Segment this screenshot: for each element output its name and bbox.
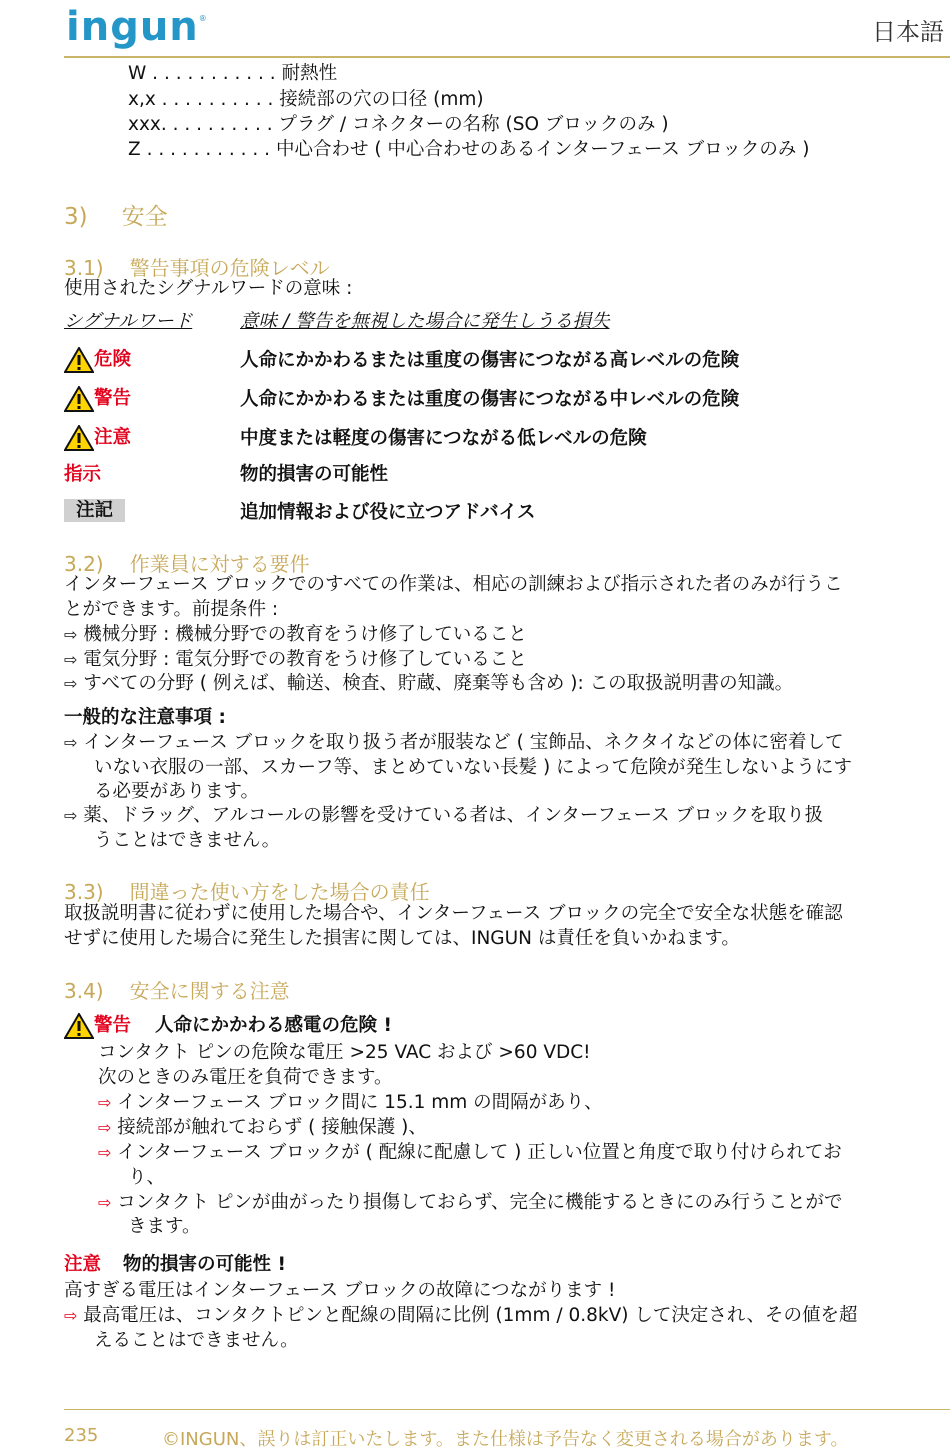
section-3-2-heading: 3.2) 作業員に対する要件 [64, 552, 310, 576]
level-caution: 注意 [64, 425, 131, 451]
language-label: 日本語 [872, 18, 944, 46]
page-number: 235 [64, 1425, 99, 1446]
list-item-cont: うことはできません。 [94, 830, 281, 851]
arrow-right-icon: ⇨ [64, 625, 78, 644]
footer-copyright: ©INGUN、誤りは訂正いたします。また仕様は予告なく変更される場合があります。 [162, 1429, 849, 1450]
list-item: ⇨ 最高電圧は、コンタクトピンと配線の間隔に比例 (1mm / 0.8kV) して決定され、その値を超 [64, 1305, 858, 1326]
warning-triangle-icon [64, 1013, 94, 1039]
list-item-cont: いない衣服の一部、スカーフ等、まとめていない長髪 ) によって危険が発生しないようにす [94, 757, 853, 778]
legend-item-xx: x,x . . . . . . . . . . 接続部の穴の口径 (mm) [128, 89, 484, 110]
level-note: 注記 [64, 499, 125, 524]
list-item: ⇨ コンタクト ピンが曲がったり損傷しておらず、完全に機能するときにのみ行うことがで [98, 1192, 843, 1213]
list-item: ⇨ すべての分野 ( 例えば、輸送、検査、貯蔵、廃棄等も含め ): この取扱説明書の知識。 [64, 673, 794, 694]
level-warning: 警告 [64, 386, 131, 412]
signal-word-col-header: シグナルワード [64, 311, 193, 332]
level-danger-desc: 人命にかかわるまたは重度の傷害につながる高レベルの危険 [240, 350, 740, 371]
level-notice: 指示 [64, 464, 102, 485]
section-3-4-heading: 3.4) 安全に関する注意 [64, 979, 290, 1003]
footer-rule [64, 1409, 950, 1410]
arrow-right-icon: ⇨ [98, 1118, 112, 1137]
list-item: ⇨ 薬、ドラッグ、アルコールの影響を受けている者は、インターフェース ブロックを取り扱 [64, 805, 824, 826]
list-item: ⇨ インターフェース ブロックが ( 配線に配慮して ) 正しい位置と角度で取り付けられてお [98, 1142, 842, 1163]
list-item: ⇨ 機械分野 : 機械分野での教育をうけ修了していること [64, 624, 527, 645]
level-caution-desc: 中度または軽度の傷害につながる低レベルの危険 [240, 428, 647, 449]
list-item: ⇨ 接続部が触れておらず ( 接触保護 )、 [98, 1117, 427, 1138]
arrow-right-icon: ⇨ [64, 733, 78, 752]
s33-para-line1: 取扱説明書に従わずに使用した場合や、インターフェース ブロックの完全で安全な状態を確認 [64, 903, 843, 924]
arrow-right-icon: ⇨ [98, 1143, 112, 1162]
level-warning-desc: 人命にかかわるまたは重度の傷害につながる中レベルの危険 [240, 389, 740, 410]
warning-line: 次のときのみ電圧を負荷できます。 [98, 1067, 393, 1088]
caution-title: 注意 物的損害の可能性 ! [64, 1254, 286, 1275]
general-notes-title: 一般的な注意事項 : [64, 707, 226, 728]
arrow-right-icon: ⇨ [64, 674, 78, 693]
legend-item-w: W . . . . . . . . . . . 耐熱性 [128, 63, 338, 84]
caution-line: 高すぎる電圧はインターフェース ブロックの故障につながります ! [64, 1280, 616, 1301]
legend-item-xxx: xxx. . . . . . . . . . プラグ / コネクターの名称 (SO ブロックのみ ) [128, 114, 669, 135]
warning-triangle-icon [64, 386, 94, 412]
level-danger: 危険 [64, 347, 131, 373]
ingun-logo: ingun® [66, 4, 208, 50]
legend-item-z: Z . . . . . . . . . . . 中心合わせ ( 中心合わせのあるインターフェース ブロックのみ ) [128, 139, 810, 160]
list-item-cont: えることはできません。 [94, 1330, 299, 1351]
header-rule [64, 56, 950, 58]
level-note-desc: 追加情報および役に立つアドバイス [240, 502, 536, 523]
level-notice-desc: 物的損害の可能性 [240, 464, 389, 485]
list-item: ⇨ 電気分野 : 電気分野での教育をうけ修了していること [64, 649, 527, 670]
arrow-right-icon: ⇨ [98, 1093, 112, 1112]
arrow-right-icon: ⇨ [98, 1193, 112, 1212]
list-item: ⇨ インターフェース ブロック間に 15.1 mm の間隔があり、 [98, 1092, 603, 1113]
section-3-3-heading: 3.3) 間違った使い方をした場合の責任 [64, 880, 430, 904]
s32-para-line1: インターフェース ブロックでのすべての作業は、相応の訓練および指示された者のみが行うこ [64, 574, 843, 595]
s31-intro: 使用されたシグナルワードの意味 : [64, 278, 353, 299]
arrow-right-icon: ⇨ [64, 1306, 78, 1325]
s32-para-line2: とができます。前提条件 : [64, 599, 279, 620]
list-item: ⇨ インターフェース ブロックを取り扱う者が服装など ( 宝飾品、ネクタイなどの体に密着して [64, 732, 844, 753]
s33-para-line2: せずに使用した場合に発生した損害に関しては、INGUN は責任を負いかねます。 [64, 928, 740, 949]
list-item-cont: り、 [128, 1167, 166, 1188]
electric-shock-warning-title: 警告 人命にかかわる感電の危険 ! [64, 1013, 392, 1039]
warning-triangle-icon [64, 425, 94, 451]
list-item-cont: る必要があります。 [94, 781, 260, 802]
list-item-cont: きます。 [128, 1216, 201, 1237]
meaning-col-header: 意味 / 警告を無視した場合に発生しうる損失 [240, 311, 610, 332]
arrow-right-icon: ⇨ [64, 806, 78, 825]
warning-triangle-icon [64, 347, 94, 373]
arrow-right-icon: ⇨ [64, 650, 78, 669]
section-3-heading: 3) 安全 [64, 204, 168, 230]
warning-line: コンタクト ピンの危険な電圧 >25 VAC および >60 VDC! [98, 1042, 591, 1063]
section-3-1-heading: 3.1) 警告事項の危険レベル [64, 256, 330, 280]
